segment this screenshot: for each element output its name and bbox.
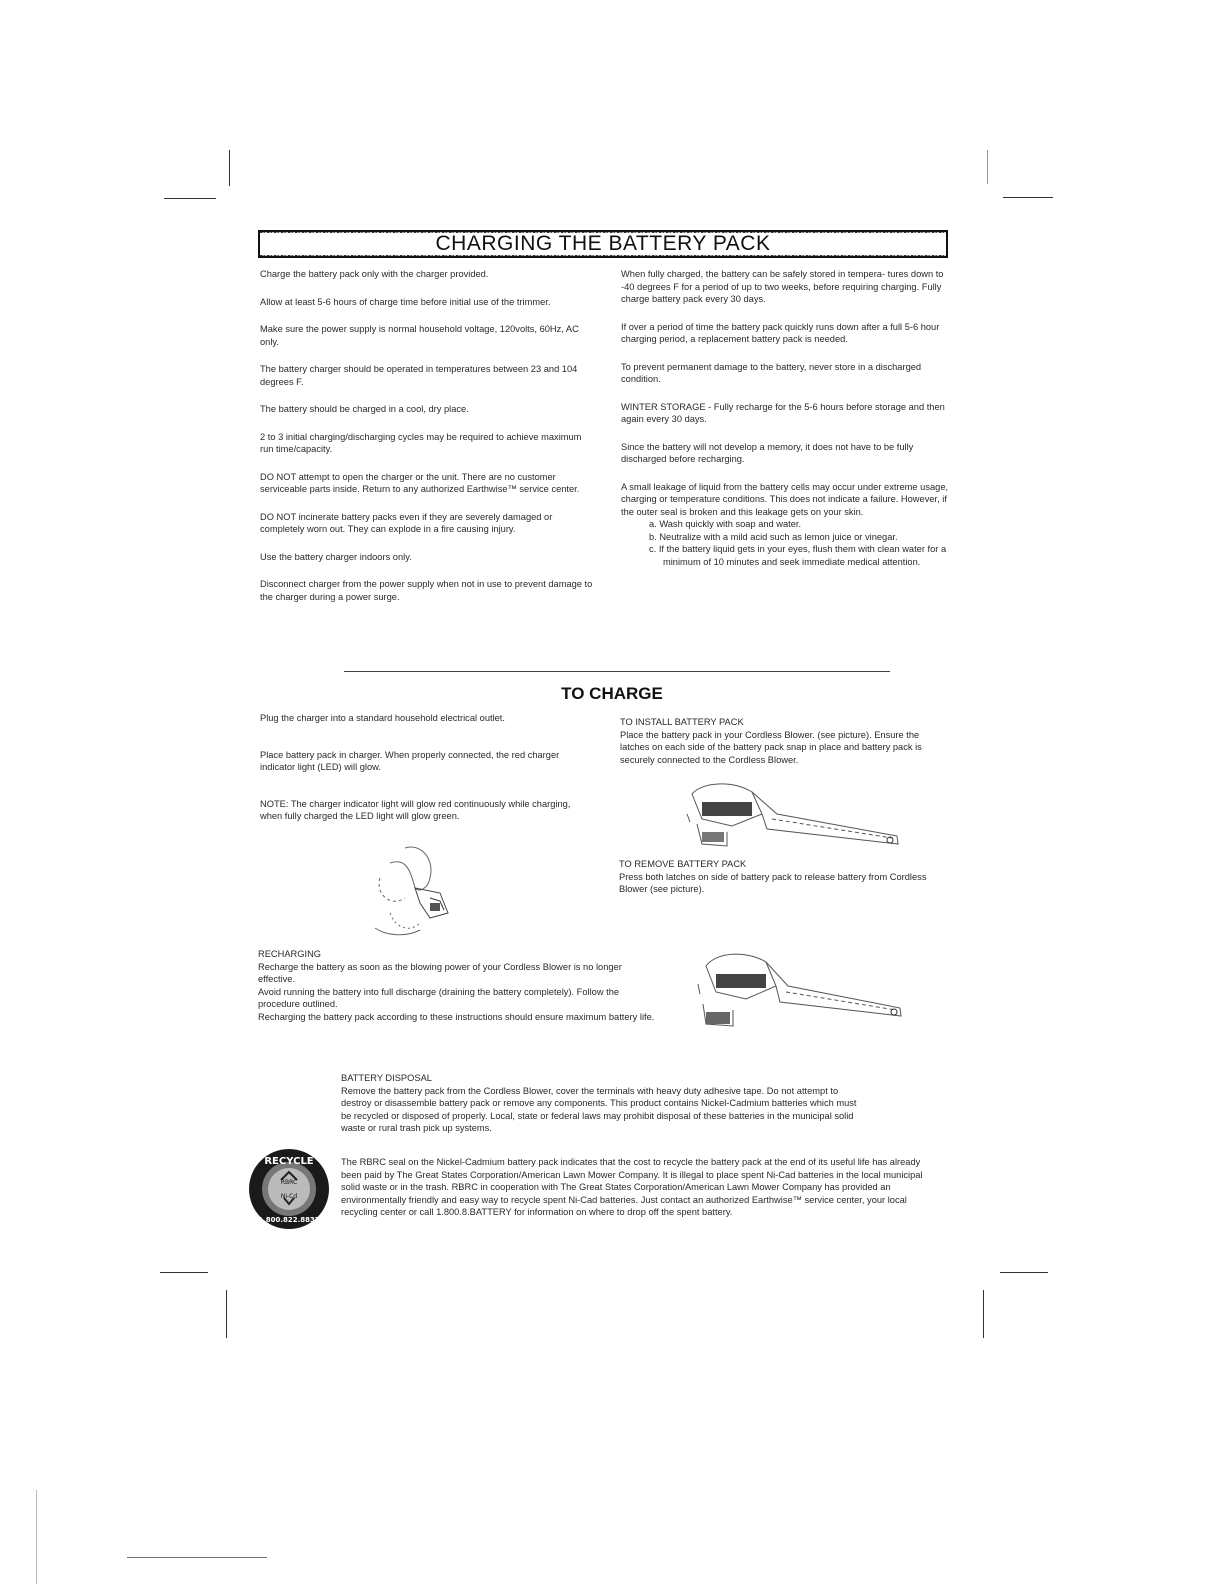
- right-para-3: To prevent permanent damage to the battery, never store in a discharged condition.: [621, 361, 922, 384]
- charge-step-1: Plug the charger into a standard household electrical outlet.: [260, 713, 505, 723]
- recharging-section: [258, 948, 658, 1023]
- disposal-heading: BATTERY DISPOSAL: [341, 1073, 432, 1083]
- remove-battery-section: [619, 858, 939, 896]
- right-para-6: A small leakage of liquid from the battery cells may occur under extreme usage, charging or temperature conditions. This does not indicate a failure. However, if the outer seal is broken and this leakage gets on your skin.: [621, 481, 949, 517]
- recharging-line-2: Avoid running the battery into full discharge (draining the battery completely). Follow the procedure outlined.: [258, 986, 620, 1009]
- margin-line-left: [36, 1490, 37, 1584]
- leakage-step-c: c. If the battery liquid gets in your eyes, flush them with clean water for a minimum of 10 minutes and seek immediate medical attention.: [649, 544, 947, 567]
- left-para-5: The battery should be charged in a cool, dry place.: [260, 404, 469, 414]
- battery-disposal-section: [341, 1072, 861, 1135]
- left-para-10: Disconnect charger from the power supply when not in use to prevent damage to the charger during a power surge.: [260, 579, 593, 602]
- left-para-3: Make sure the power supply is normal household voltage, 120volts, 60Hz, AC only.: [260, 324, 579, 347]
- right-para-4: WINTER STORAGE - Fully recharge for the 5-6 hours before storage and then again every 30 days.: [621, 401, 945, 424]
- remove-heading: TO REMOVE BATTERY PACK: [619, 859, 747, 869]
- to-charge-title: TO CHARGE: [561, 684, 663, 703]
- right-column: [621, 268, 949, 568]
- install-heading: TO INSTALL BATTERY PACK: [620, 717, 744, 727]
- charge-note: NOTE: The charger indicator light will glow red continuously while charging, when fully charged the LED light will glow green.: [260, 798, 571, 821]
- to-charge-left: [260, 712, 590, 823]
- crop-mark-bottom-right-vertical: [983, 1290, 984, 1338]
- rbrc-recycle-seal-icon: [248, 1148, 330, 1230]
- install-text: Place the battery pack in your Cordless Blower. (see picture). Ensure the latches on each side of the battery pack snap in place and battery pack is securely connected to the Cordless Blower.: [620, 729, 922, 765]
- crop-mark-top-left-horizontal: [164, 198, 216, 199]
- left-para-6: 2 to 3 initial charging/discharging cycles may be required to achieve maximum run time/capacity.: [260, 431, 582, 454]
- left-column: [260, 268, 595, 603]
- remove-text: Press both latches on side of battery pack to release battery from Cordless Blower (see picture).: [619, 871, 927, 894]
- rbrc-text: The RBRC seal on the Nickel-Cadmium battery pack indicates that the cost to recycle the battery pack at the end of its useful life has already been paid by The Great States Corporation/American Lawn Mower Company. It is illegal to place spent Ni-Cad batteries in the local municipal solid waste or in the trash. RBRC in cooperation with The Great States Corporation/American Lawn Mower Company has provided an environmentally friendly and easy way to recycle spent Ni-Cad batteries. Just contact an authorized Earthwise™ service center, your local recycling center or call 1.800.8.BATTERY for information on where to drop off the spent battery.: [341, 1157, 923, 1217]
- left-para-7: DO NOT attempt to open the charger or the unit. There are no customer serviceable parts inside. Return to any authorized Earthwise™ service center.: [260, 471, 580, 494]
- seal-nicd-text: Ni-Cd: [280, 1193, 298, 1200]
- left-para-1: Charge the battery pack only with the charger provided.: [260, 269, 489, 279]
- leakage-steps: [621, 518, 949, 568]
- crop-mark-bottom-right-horizontal: [1000, 1272, 1048, 1273]
- disposal-text: Remove the battery pack from the Cordless Blower, cover the terminals with heavy duty adhesive tape. Do not attempt to destroy or disassemble battery pack or remove any components. This product contains Nickel-Cadmium batteries which must be recycled or disposed of properly. Local, state or federal laws may prohibit disposal of these batteries in the municipal solid waste or rural trash pick up systems.: [341, 1085, 857, 1133]
- right-para-2: If over a period of time the battery pack quickly runs down after a full 5-6 hour charging period, a replacement battery pack is needed.: [621, 321, 940, 344]
- crop-mark-top-right-vertical: [987, 150, 988, 184]
- crop-mark-top-left-vertical: [229, 150, 230, 186]
- right-para-5: Since the battery will not develop a memory, it does not have to be fully discharged before recharging.: [621, 441, 914, 464]
- blower-install-illustration: [672, 774, 904, 854]
- blower-remove-illustration: [688, 944, 908, 1030]
- recharging-line-1: Recharge the battery as soon as the blowing power of your Cordless Blower is no longer effective.: [258, 961, 622, 984]
- seal-phone-text: 1.800.822.8837: [258, 1216, 320, 1224]
- section-divider: [344, 671, 890, 672]
- crop-mark-bottom-left-vertical: [226, 1290, 227, 1338]
- left-para-8: DO NOT incinerate battery packs even if they are severely damaged or completely worn out. They can explode in a fire causing injury.: [260, 511, 553, 534]
- seal-rbrc-text: RBRC: [280, 1179, 298, 1186]
- crop-mark-bottom-left-horizontal: [160, 1272, 208, 1273]
- left-para-9: Use the battery charger indoors only.: [260, 551, 412, 562]
- charge-step-2: Place battery pack in charger. When properly connected, the red charger indicator light (LED) will glow.: [260, 749, 560, 772]
- leakage-step-a: a. Wash quickly with soap and water.: [649, 519, 802, 529]
- crop-mark-top-right-horizontal: [1003, 197, 1053, 198]
- page-title: CHARGING THE BATTERY PACK: [260, 233, 946, 255]
- recharging-heading: RECHARGING: [258, 949, 322, 959]
- section-header: [258, 230, 948, 258]
- leakage-step-b: b. Neutralize with a mild acid such as lemon juice or vinegar.: [649, 531, 898, 542]
- rbrc-text-block: [341, 1156, 941, 1219]
- seal-recycle-text: RECYCLE: [264, 1156, 314, 1167]
- install-battery-section: [620, 716, 940, 766]
- left-para-4: The battery charger should be operated in temperatures between 23 and 104 degrees F.: [260, 364, 578, 387]
- recharging-line-3: Recharging the battery pack according to these instructions should ensure maximum battery life.: [258, 1011, 655, 1022]
- left-para-2: Allow at least 5-6 hours of charge time before initial use of the trimmer.: [260, 296, 551, 307]
- footer-underline: [127, 1557, 267, 1558]
- right-para-1: When fully charged, the battery can be safely stored in tempera- tures down to -40 degrees F for a period of up to two weeks, before requiring charging. Fully charge battery pack every 30 days.: [621, 269, 944, 304]
- charger-illustration: [360, 838, 460, 938]
